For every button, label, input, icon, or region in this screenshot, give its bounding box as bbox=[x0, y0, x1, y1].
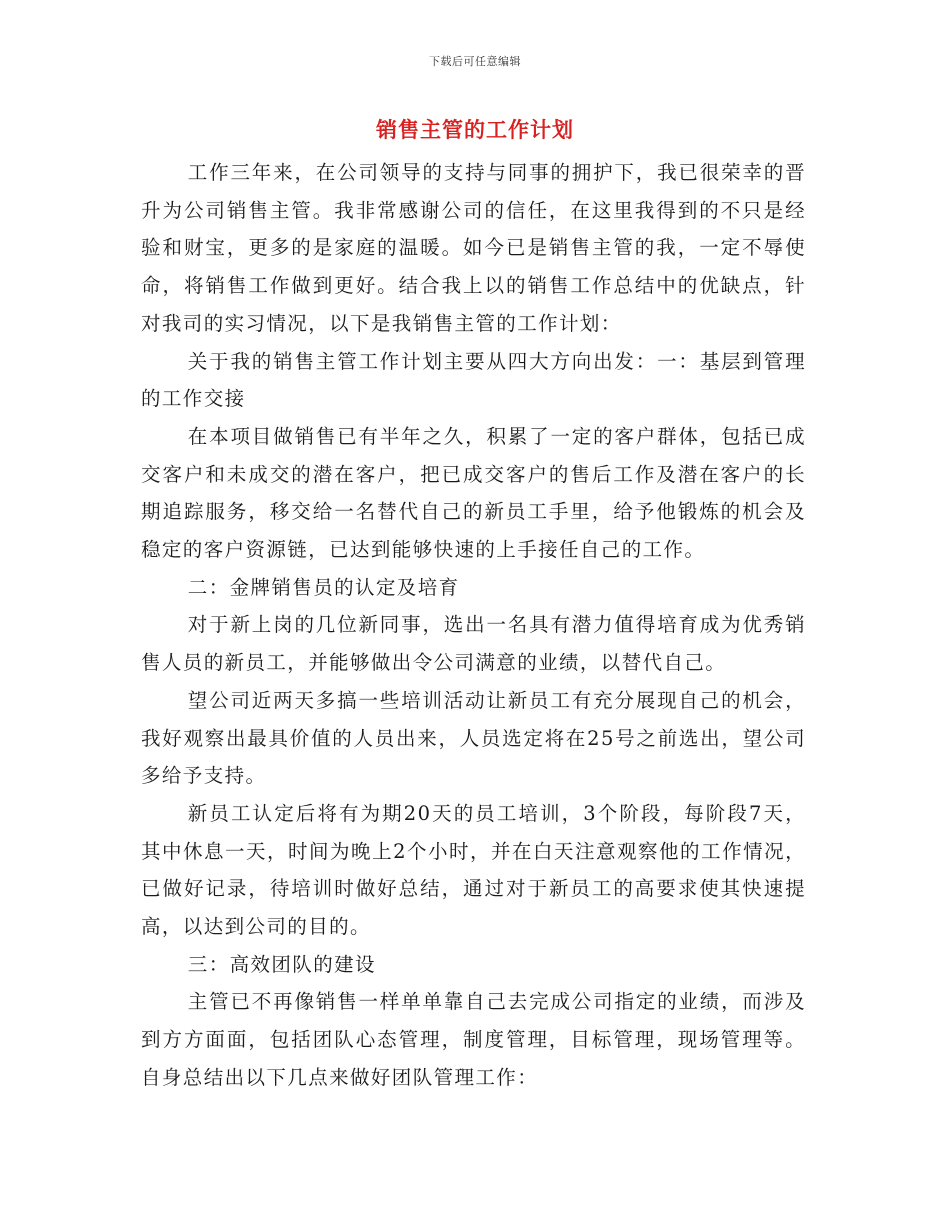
section-heading: 三：高效团队的建设 bbox=[187, 952, 376, 976]
paragraph: 新员工认定后将有为期20天的员工培训，3个阶段，每阶段7天，其中休息一天，时间为晚上2个小时，并在白天注意观察他的工作情况，已做好记录，待培训时做好总结，通过对于新员工的高要求使其快速提高，以达到公司的目的。 bbox=[141, 801, 806, 939]
paragraph: 望公司近两天多搞一些培训活动让新员工有充分展现自己的机会，我好观察出最具价值的人员出来，人员选定将在25号之前选出，望公司多给予支持。 bbox=[141, 688, 806, 788]
header-note: 下载后可任意编辑 bbox=[429, 55, 521, 68]
document-body bbox=[141, 154, 806, 1097]
paragraph: 对于新上岗的几位新同事，选出一名具有潜力值得培育成为优秀销售人员的新员工，并能够做出令公司满意的业绩，以替代自己。 bbox=[141, 613, 806, 675]
paragraph: 主管已不再像销售一样单单靠自己去完成公司指定的业绩，而涉及到方方面面，包括团队心态管理，制度管理，目标管理，现场管理等。自身总结出以下几点来做好团队管理工作： bbox=[141, 990, 806, 1089]
paragraph: 工作三年来，在公司领导的支持与同事的拥护下，我已很荣幸的晋升为公司销售主管。我非常感谢公司的信任，在这里我得到的不只是经验和财宝，更多的是家庭的温暖。如今已是销售主管的我，一定不辱使命，将销售工作做到更好。结合我上以的销售工作总结中的优缺点，针对我司的实习情况，以下是我销售主管的工作计划： bbox=[141, 161, 806, 335]
section-heading: 二：金牌销售员的认定及培育 bbox=[187, 575, 460, 599]
document-title: 销售主管的工作计划 bbox=[376, 117, 574, 142]
paragraph: 在本项目做销售已有半年之久，积累了一定的客户群体，包括已成交客户和未成交的潜在客户，把已成交客户的售后工作及潜在客户的长期追踪服务，移交给一名替代自己的新员工手里，给予他锻炼的机会及稳定的客户资源链，已达到能够快速的上手接任自己的工作。 bbox=[141, 424, 806, 562]
paragraph: 关于我的销售主管工作计划主要从四大方向出发：一：基层到管理的工作交接 bbox=[141, 349, 806, 411]
